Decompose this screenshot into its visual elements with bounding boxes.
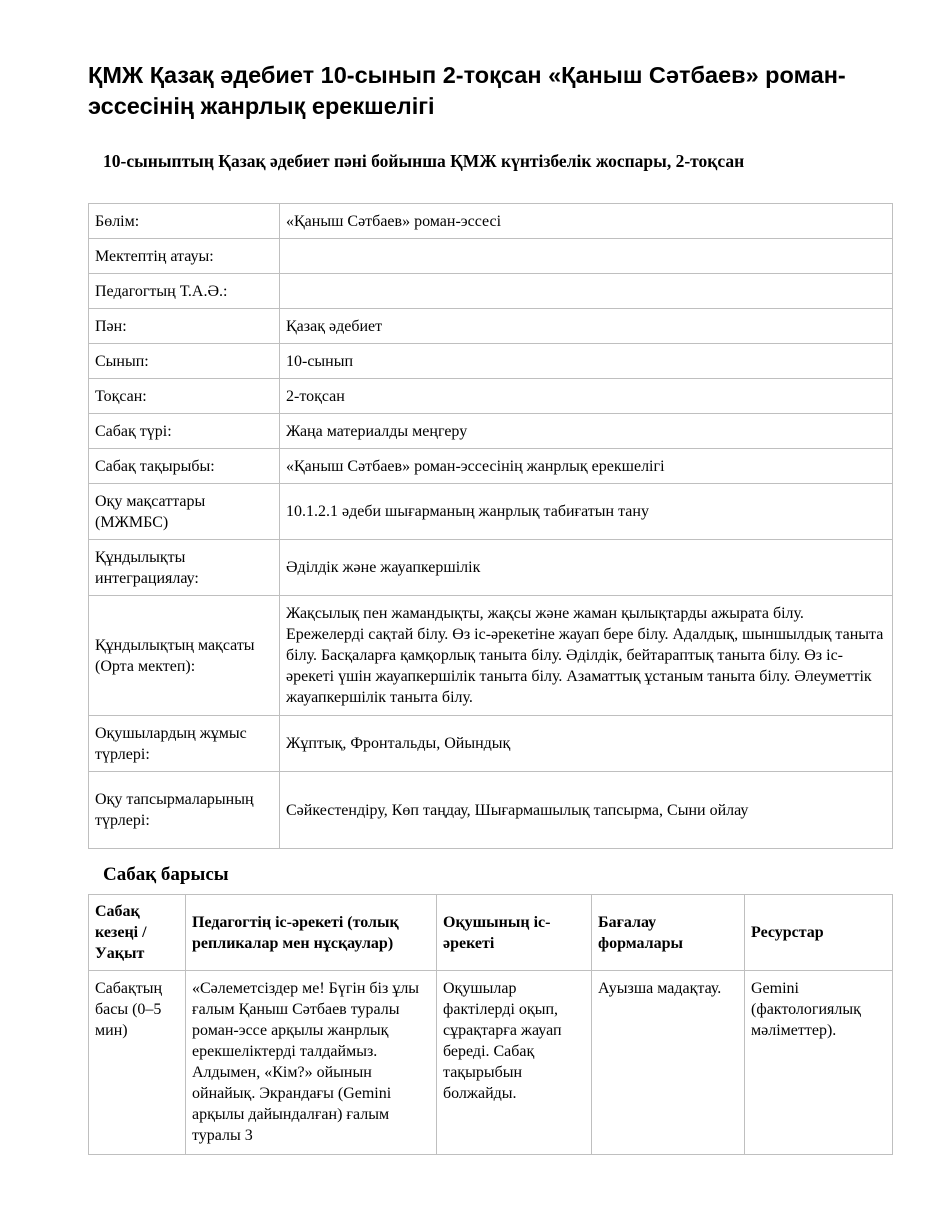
info-key: Тоқсан: [89,379,280,414]
info-value: Әділдік және жауапкершілік [280,540,893,596]
info-value: Жұптық, Фронтальды, Ойындық [280,716,893,772]
info-value: 10-сынып [280,344,893,379]
header-teacher-activity: Педагогтің іс-әрекеті (толық репликалар мен нұсқаулар) [186,895,437,971]
info-value [280,274,893,309]
header-resources: Ресурстар [745,895,893,971]
info-row [89,309,893,344]
header-stage: Сабақ кезеңі / Уақыт [89,895,186,971]
info-key: Құндылықтың мақсаты (Орта мектеп): [89,596,280,716]
info-row [89,414,893,449]
info-row [89,540,893,596]
lesson-row [89,971,893,1155]
lesson-flow-table [88,894,893,1155]
info-value: Жаңа материалды меңгеру [280,414,893,449]
info-key: Оқушылардың жұмыс түрлері: [89,716,280,772]
info-key: Педагогтың Т.А.Ә.: [89,274,280,309]
info-row [89,239,893,274]
info-row [89,596,893,716]
info-value: Қазақ әдебиет [280,309,893,344]
info-row [89,344,893,379]
lesson-header-row [89,895,893,971]
info-key: Мектептің атауы: [89,239,280,274]
header-assessment: Бағалау формалары [592,895,745,971]
student-activity: Оқушылар фактілерді оқып, сұрақтарға жауап береді. Сабақ тақырыбын болжайды. [443,980,562,1102]
plan-subtitle: 10-сыныптың Қазақ әдебиет пәні бойынша ҚМЖ күнтізбелік жоспары, 2-тоқсан [103,151,745,171]
lesson-flow-heading: Сабақ барысы [103,864,229,885]
info-row [89,716,893,772]
info-key: Сабақ тақырыбы: [89,449,280,484]
info-key: Сабақ түрі: [89,414,280,449]
info-key: Пән: [89,309,280,344]
info-row [89,449,893,484]
info-value: Сәйкестендіру, Көп таңдау, Шығармашылық тапсырма, Сыни ойлау [280,772,893,849]
info-row [89,772,893,849]
lesson-info-table [88,203,893,849]
info-row [89,379,893,414]
info-key: Бөлім: [89,204,280,239]
info-key: Оқу мақсаттары (МЖМБС) [89,484,280,540]
info-row [89,274,893,309]
info-value [280,239,893,274]
info-value: 10.1.2.1 әдеби шығарманың жанрлық табиғатын тану [280,484,893,540]
resources: Gemini (фактологиялық мәліметтер). [751,980,861,1039]
info-key: Оқу тапсырмаларының түрлері: [89,772,280,849]
info-value: 2-тоқсан [280,379,893,414]
info-value: «Қаныш Сәтбаев» роман-эссесі [280,204,893,239]
info-value: «Қаныш Сәтбаев» роман-эссесінің жанрлық ерекшелігі [280,449,893,484]
assessment-form: Ауызша мадақтау. [598,980,722,997]
info-row [89,484,893,540]
info-key: Құндылықты интеграциялау: [89,540,280,596]
teacher-activity: «Сәлеметсіздер ме! Бүгін біз ұлы ғалым Қаныш Сәтбаев туралы роман-эссе арқылы жанрлық ерекшеліктерді талдаймыз. Алдымен, «Кім?» ойынын ойнайық. Экрандағы (Gemini арқылы дайындалған) ғалым туралы 3 [192,980,420,1144]
info-value: Жақсылық пен жамандықты, жақсы және жаман қылықтарды ажырата білу. Ережелерді сақтай білу. Өз іс-әрекетіне жауап бере білу. Адалдық, шыншылдық таныта білу. Басқаларға қамқорлық таныта білу. Әділдік, бейтараптық таныта білу. Өз іс-әрекеті үшін жауапкершілік таныта білу. Азаматтық ұстаным таныта білу. Әлеуметтік жауапкершілік таныта білу. [280,596,893,716]
document-title: ҚМЖ Қазақ әдебиет 10-сынып 2-тоқсан «Қаныш Сәтбаев» роман-эссесінің жанрлық ерекшелігі [88,62,846,119]
lesson-stage: Сабақтың басы (0–5 мин) [95,980,163,1039]
info-key: Сынып: [89,344,280,379]
header-student-activity: Оқушының іс-әрекеті [437,895,592,971]
info-row [89,204,893,239]
